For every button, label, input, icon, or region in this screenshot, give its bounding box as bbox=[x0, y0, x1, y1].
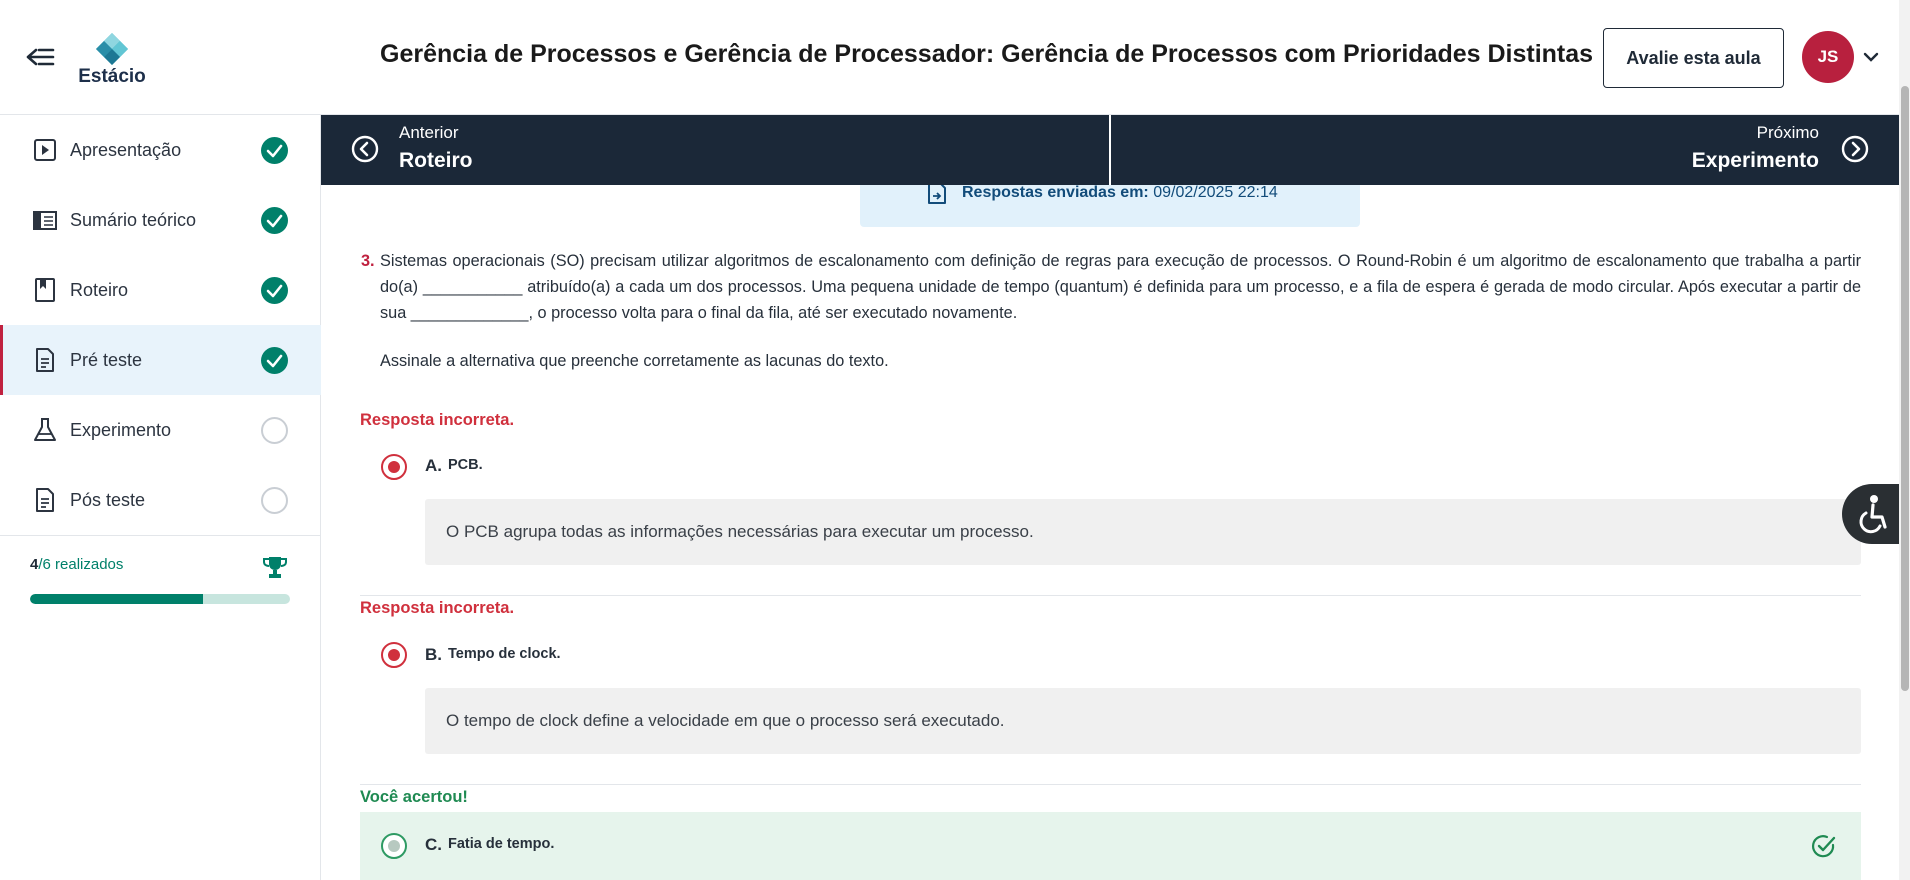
lesson-navigation bbox=[321, 115, 1899, 185]
trophy-icon bbox=[262, 555, 288, 579]
chevron-right-circle-icon bbox=[1841, 135, 1869, 163]
feedback-incorrect: Resposta incorreta. bbox=[360, 411, 515, 429]
option-c-correct-row bbox=[360, 812, 1861, 880]
play-icon bbox=[32, 137, 58, 163]
next-button[interactable] bbox=[1111, 115, 1899, 185]
option-a-explanation: O PCB agrupa todas as informações necessárias para executar um processo. bbox=[425, 499, 1861, 565]
scrollbar-thumb[interactable] bbox=[1901, 86, 1909, 691]
sidebar-divider bbox=[0, 535, 321, 536]
pending-circle-icon bbox=[261, 417, 288, 444]
header bbox=[0, 0, 1910, 115]
sidebar-item-label: Sumário teórico bbox=[70, 209, 197, 230]
progress-text: 4/6 realizados bbox=[30, 556, 124, 573]
answers-sent-text: Respostas enviadas em: 09/02/2025 22:14 bbox=[962, 185, 1278, 201]
pending-circle-icon bbox=[261, 487, 288, 514]
option-c-text[interactable]: Fatia de tempo. bbox=[448, 836, 555, 852]
avatar[interactable]: JS bbox=[1802, 31, 1854, 83]
question-text: Sistemas operacionais (SO) precisam utilizar algoritmos de escalonamento com definição de regras para execução de processos. O Round-Robin é um algoritmo de escalonamento que trabalha a partir do(a) ___________ atribuído(a) a cada um dos processos. Uma pequena unidade de tempo (quantum) é definida para um processo, e a fila de espera é gerada de modo circular. Após executar a partir de sua _____________, o processo volta para o final da fila, até ser executado novamente. bbox=[380, 252, 1861, 322]
option-a-text[interactable]: PCB. bbox=[448, 457, 483, 473]
previous-title: Roteiro bbox=[399, 149, 473, 172]
rate-lesson-button[interactable]: Avalie esta aula bbox=[1603, 28, 1784, 88]
main-content bbox=[321, 185, 1899, 880]
flask-icon bbox=[32, 417, 58, 443]
book-icon bbox=[32, 207, 58, 233]
chevron-left-circle-icon bbox=[351, 135, 379, 163]
option-a-radio[interactable] bbox=[381, 454, 407, 480]
sidebar-item-label: Apresentação bbox=[70, 139, 182, 160]
accessibility-icon bbox=[1842, 484, 1902, 544]
sidebar-item-sumario[interactable] bbox=[0, 185, 321, 255]
check-circle-outline-icon bbox=[1811, 833, 1837, 859]
option-a-letter: A. bbox=[425, 456, 442, 475]
sidebar-item-roteiro[interactable] bbox=[0, 255, 321, 325]
document-sent-icon bbox=[927, 185, 947, 204]
sidebar-item-label: Experimento bbox=[70, 419, 172, 440]
previous-button[interactable] bbox=[321, 115, 1109, 185]
accessibility-button[interactable] bbox=[1842, 484, 1902, 544]
question-instruction: Assinale a alternativa que preenche corretamente as lacunas do texto. bbox=[380, 352, 889, 370]
check-circle-icon bbox=[261, 347, 288, 374]
page-title: Gerência de Processos e Gerência de Processador: Gerência de Processos com Prioridades Distintas bbox=[380, 40, 1594, 68]
option-separator bbox=[360, 595, 1861, 596]
option-b-explanation: O tempo de clock define a velocidade em que o processo será executado. bbox=[425, 688, 1861, 754]
document-icon bbox=[32, 487, 58, 513]
sidebar-item-label: Pós teste bbox=[70, 489, 146, 510]
chevron-down-icon[interactable] bbox=[1862, 48, 1880, 66]
option-c-letter: C. bbox=[425, 835, 442, 854]
option-separator bbox=[360, 784, 1861, 785]
bookmark-icon bbox=[32, 277, 58, 303]
sidebar bbox=[0, 115, 321, 880]
option-c-radio[interactable] bbox=[381, 833, 407, 859]
sidebar-item-pos-teste[interactable] bbox=[0, 465, 321, 535]
next-title: Experimento bbox=[1691, 149, 1819, 172]
sidebar-item-experimento[interactable] bbox=[0, 395, 321, 465]
check-circle-icon bbox=[261, 137, 288, 164]
option-b-text[interactable]: Tempo de clock. bbox=[448, 646, 561, 662]
answers-sent-banner bbox=[860, 185, 1360, 227]
check-circle-icon bbox=[261, 207, 288, 234]
feedback-incorrect: Resposta incorreta. bbox=[360, 599, 515, 617]
collapse-menu-icon[interactable] bbox=[26, 42, 56, 72]
sidebar-item-pre-teste[interactable] bbox=[0, 325, 321, 395]
check-circle-icon bbox=[261, 277, 288, 304]
option-b-letter: B. bbox=[425, 645, 442, 664]
sidebar-item-label: Roteiro bbox=[70, 279, 129, 300]
sidebar-item-apresentacao[interactable] bbox=[0, 115, 321, 185]
scrollbar[interactable] bbox=[1899, 0, 1910, 880]
question-number: 3. bbox=[361, 252, 375, 270]
progress-bar bbox=[30, 594, 290, 604]
progress-bar-fill bbox=[30, 594, 203, 604]
previous-caption: Anterior bbox=[399, 123, 459, 142]
next-caption: Próximo bbox=[1756, 123, 1819, 142]
sidebar-item-label: Pré teste bbox=[70, 349, 143, 370]
feedback-correct: Você acertou! bbox=[360, 788, 468, 806]
option-b-radio[interactable] bbox=[381, 642, 407, 668]
document-icon bbox=[32, 347, 58, 373]
question bbox=[361, 248, 1861, 326]
logo-text: Estácio bbox=[78, 66, 146, 87]
